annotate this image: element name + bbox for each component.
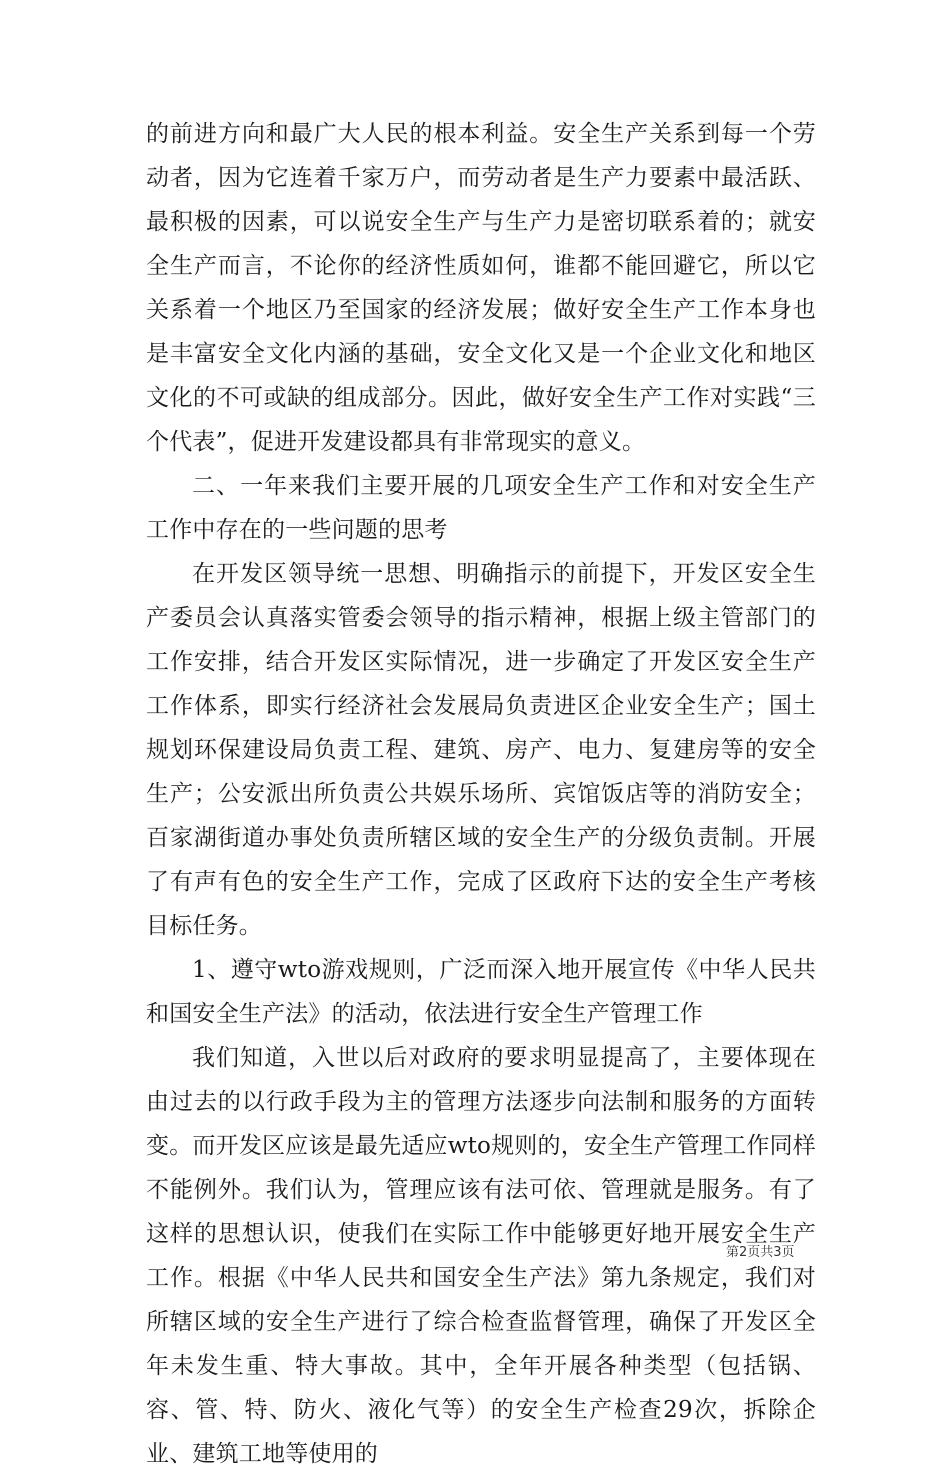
document-body: [146, 112, 816, 1476]
subheading-wto-rules: 1、遵守wto游戏规则，广泛而深入地开展宣传《中华人民共和国安全生产法》的活动，依法进行安全生产管理工作: [146, 957, 816, 1027]
section-heading-two: 二、一年来我们主要开展的几项安全生产工作和对安全生产工作中存在的一些问题的思考: [146, 473, 816, 543]
page-number: 第2页共3页: [726, 1245, 795, 1260]
paragraph-continuation: 的前进方向和最广大人民的根本利益。安全生产关系到每一个劳动者，因为它连着千家万户，而劳动者是生产力要素中最活跃、最积极的因素，可以说安全生产与生产力是密切联系着的；就安全生产而言，不论你的经济性质如何，谁都不能回避它，所以它关系着一个地区乃至国家的经济发展；做好安全生产工作本身也是丰富安全文化内涵的基础，安全文化又是一个企业文化和地区文化的不可或缺的组成部分。因此，做好安全生产工作对实践“三个代表”，促进开发建设都具有非常现实的意义。: [146, 121, 816, 455]
paragraph-wto-management: 我们知道，入世以后对政府的要求明显提高了，主要体现在由过去的以行政手段为主的管理方法逐步向法制和服务的方面转变。而开发区应该是最先适应wto规则的，安全生产管理工作同样不能例外。我们认为，管理应该有法可依、管理就是服务。有了这样的思想认识，使我们在实际工作中能够更好地开展安全生产工作。根据《中华人民共和国安全生产法》第九条规定，我们对所辖区域的安全生产进行了综合检查监督管理，确保了开发区全年未发生重、特大事故。其中，全年开展各种类型（包括锅、容、管、特、防火、液化气等）的安全生产检查29次，拆除企业、建筑工地等使用的: [146, 1045, 816, 1467]
paragraph-work-system: 在开发区领导统一思想、明确指示的前提下，开发区安全生产委员会认真落实管委会领导的指示精神，根据上级主管部门的工作安排，结合开发区实际情况，进一步确定了开发区安全生产工作体系，即实行经济社会发展局负责进区企业安全生产；国土规划环保建设局负责工程、建筑、房产、电力、复建房等的安全生产；公安派出所负责公共娱乐场所、宾馆饭店等的消防安全；百家湖街道办事处负责所辖区域的安全生产的分级负责制。开展了有声有色的安全生产工作，完成了区政府下达的安全生产考核目标任务。: [146, 561, 816, 939]
